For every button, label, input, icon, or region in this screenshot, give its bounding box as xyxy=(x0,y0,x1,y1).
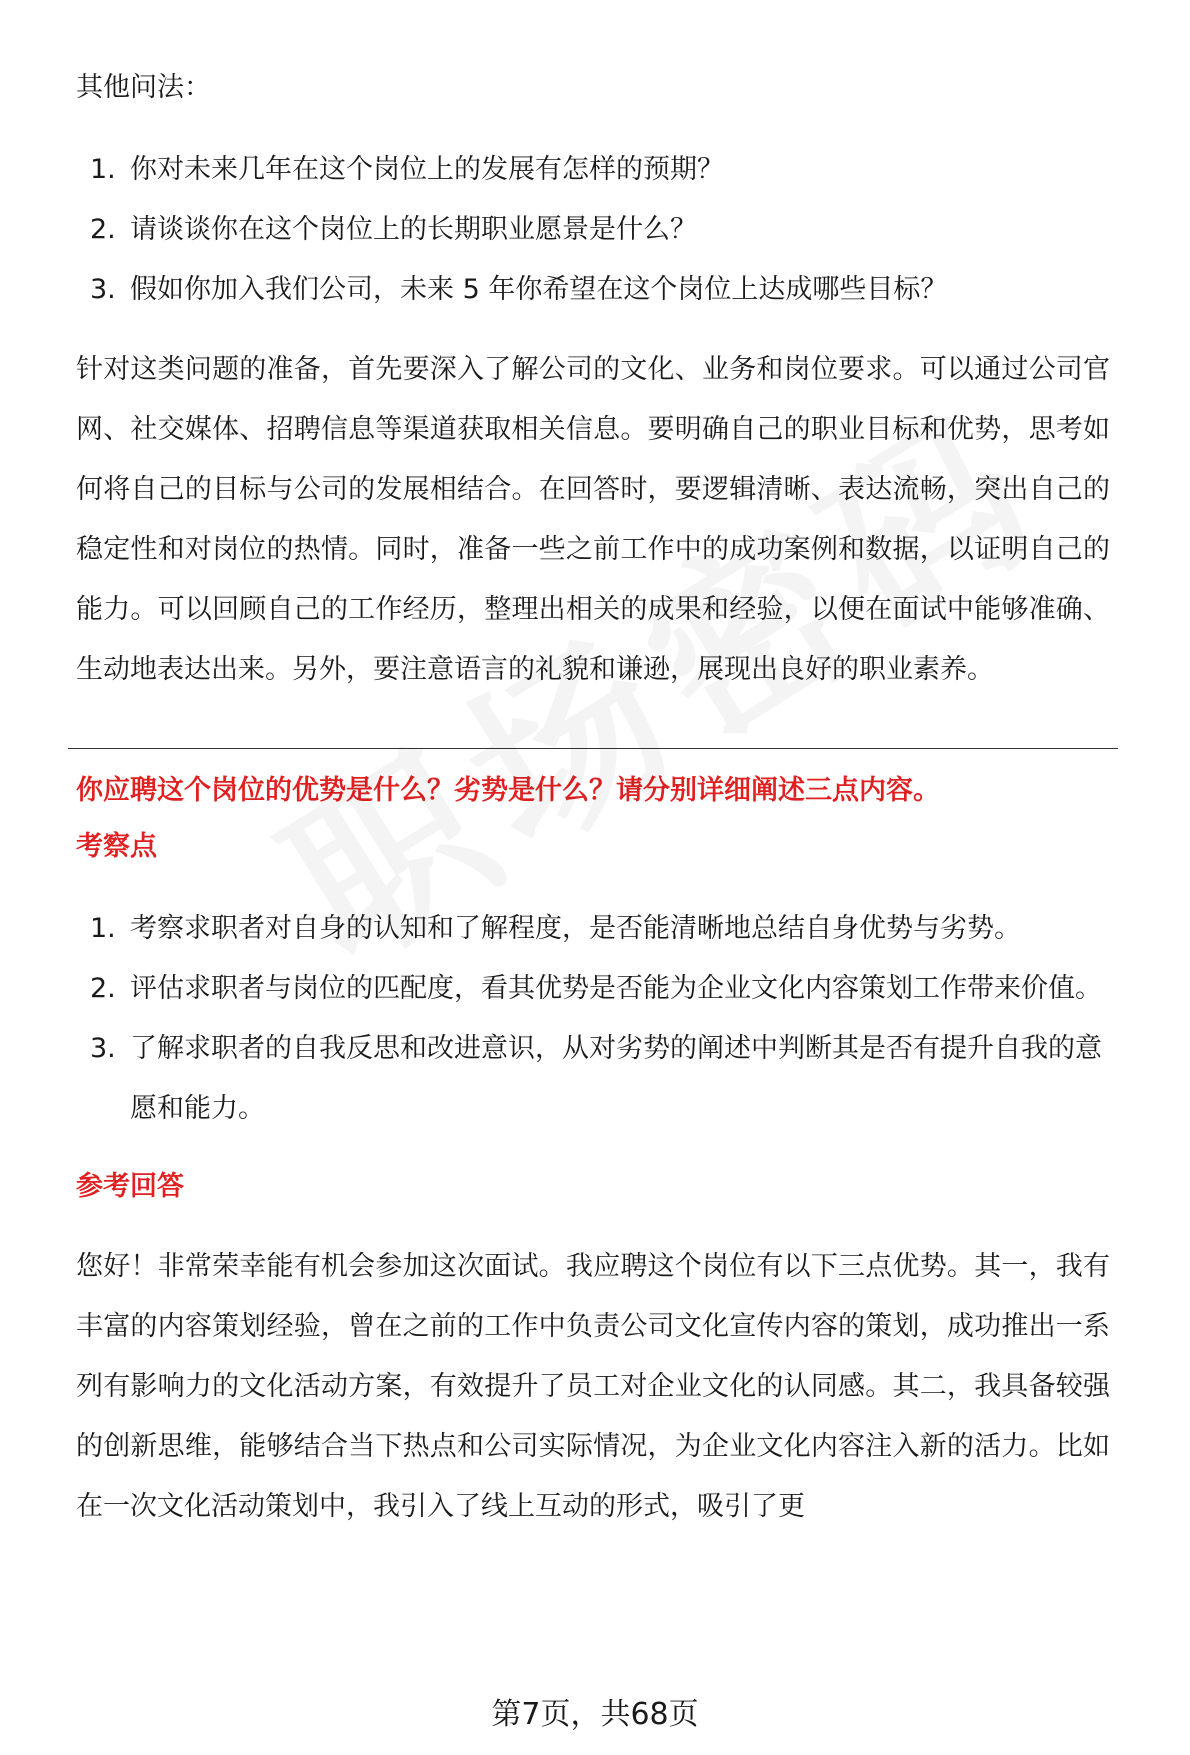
assessment-list xyxy=(76,899,1110,1139)
list-item xyxy=(76,140,1110,200)
reference-answer-text: 您好！非常荣幸能有机会参加这次面试。我应聘这个岗位有以下三点优势。其一，我有丰富的内容策划经验，曾在之前的工作中负责公司文化宣传内容的策划，成功推出一系列有影响力的文化活动方案，有效提升了员工对企业文化的认同感。其二，我具备较强的创新思维，能够结合当下热点和公司实际情况，为企业文化内容注入新的活力。比如在一次文化活动策划中，我引入了线上互动的形式，吸引了更 xyxy=(76,1251,1110,1522)
list-number: 2. xyxy=(90,973,116,1004)
list-item xyxy=(76,899,1110,959)
list-text: 评估求职者与岗位的匹配度，看其优势是否能为企业文化内容策划工作带来价值。 xyxy=(130,973,1102,1004)
list-text: 假如你加入我们公司，未来 5 年你希望在这个岗位上达成哪些目标？ xyxy=(130,274,948,305)
other-ask-list xyxy=(76,140,1110,320)
list-number: 2. xyxy=(90,214,116,245)
page-number-footer: 第7页，共68页 xyxy=(491,1697,699,1732)
list-text: 了解求职者的自我反思和改进意识，从对劣势的阐述中判断其是否有提升自我的意愿和能力。 xyxy=(130,1033,1102,1124)
list-text: 你对未来几年在这个岗位上的发展有怎样的预期？ xyxy=(130,154,724,185)
list-number: 3. xyxy=(90,1033,116,1064)
assessment-title: 考察点 xyxy=(76,831,157,862)
list-item xyxy=(76,260,1110,320)
list-number: 1. xyxy=(90,154,116,185)
section-divider xyxy=(68,748,1118,749)
list-item xyxy=(76,959,1110,1019)
list-text: 考察求职者对自身的认知和了解程度，是否能清晰地总结自身优势与劣势。 xyxy=(130,913,1021,944)
reference-answer-title: 参考回答 xyxy=(76,1171,184,1202)
list-item xyxy=(76,1019,1110,1139)
other-ask-title: 其他问法： xyxy=(76,72,211,103)
list-text: 请谈谈你在这个岗位上的长期职业愿景是什么？ xyxy=(130,214,697,245)
question-heading: 你应聘这个岗位的优势是什么？劣势是什么？请分别详细阐述三点内容。 xyxy=(76,775,940,806)
list-number: 1. xyxy=(90,913,116,944)
list-number: 3. xyxy=(90,274,116,305)
preparation-paragraph: 针对这类问题的准备，首先要深入了解公司的文化、业务和岗位要求。可以通过公司官网、社交媒体、招聘信息等渠道获取相关信息。要明确自己的职业目标和优势，思考如何将自己的目标与公司的发展相结合。在回答时，要逻辑清晰、表达流畅，突出自己的稳定性和对岗位的热情。同时，准备一些之前工作中的成功案例和数据，以证明自己的能力。可以回顾自己的工作经历，整理出相关的成果和经验，以便在面试中能够准确、生动地表达出来。另外，要注意语言的礼貌和谦逊，展现出良好的职业素养。 xyxy=(76,354,1110,685)
list-item xyxy=(76,200,1110,260)
